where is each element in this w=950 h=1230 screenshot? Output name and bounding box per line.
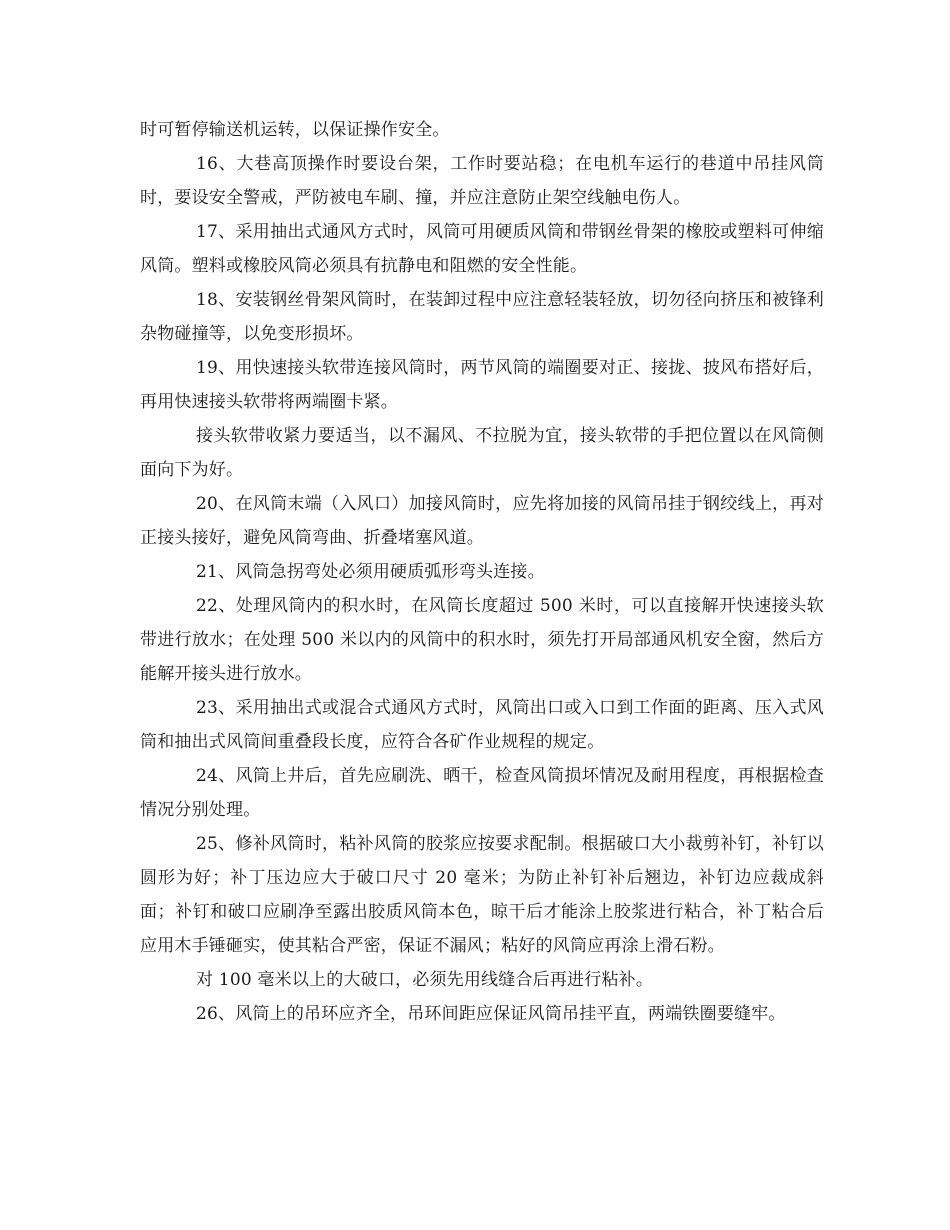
paragraph-continuation: 时可暂停输送机运转，以保证操作安全。 (140, 120, 450, 140)
paragraph-item-25-note: 对 100 毫米以上的大破口，必须先用线缝合后再进行粘补。 (196, 970, 654, 990)
paragraph-item-24: 24、风筒上井后，首先应刷洗、晒干，检查风筒损坏情况及耐用程度，再根据检查情况分别处理。 (140, 766, 824, 820)
paragraph-item-16: 16、大巷高顶操作时要设台架，工作时要站稳；在电机车运行的巷道中吊挂风筒时，要设安全警戒，严防被电车刷、撞，并应注意防止架空线触电伤人。 (140, 154, 824, 208)
paragraph-item-23: 23、采用抽出式或混合式通风方式时，风筒出口或入口到工作面的距离、压入式风筒和抽出式风筒间重叠段长度，应符合各矿作业规程的规定。 (140, 698, 824, 752)
paragraph-item-25: 25、修补风筒时，粘补风筒的胶浆应按要求配制。根据破口大小裁剪补钉，补钉以圆形为好；补丁压边应大于破口尺寸 20 毫米；为防止补钉补后翘边，补钉边应裁成斜面；补钉和破口应刷净至露出胶质风筒本色，晾干后才能涂上胶浆进行粘合，补丁粘合后应用木手锤砸实，使其粘合严密，保证不漏风；粘好的风筒应再涂上滑石粉。 (140, 834, 824, 956)
paragraph-item-22: 22、处理风筒内的积水时，在风筒长度超过 500 米时，可以直接解开快速接头软带进行放水；在处理 500 米以内的风筒中的积水时，须先打开局部通风机安全窗，然后方能解开接头进行放水。 (140, 596, 824, 684)
paragraph-item-18: 18、安装钢丝骨架风筒时，在装卸过程中应注意轻装轻放，切勿径向挤压和被锋利杂物碰撞等，以免变形损坏。 (140, 290, 824, 344)
document-body (140, 113, 824, 1031)
paragraph-item-21: 21、风筒急拐弯处必须用硬质弧形弯头连接。 (196, 562, 545, 582)
paragraph-item-20: 20、在风筒末端（入风口）加接风筒时，应先将加接的风筒吊挂于钢绞线上，再对正接头接好，避免风筒弯曲、折叠堵塞风道。 (140, 494, 824, 548)
paragraph-item-26: 26、风筒上的吊环应齐全，吊环间距应保证风筒吊挂平直，两端铁圈要缝牢。 (196, 1004, 786, 1024)
paragraph-item-19: 19、用快速接头软带连接风筒时，两节风筒的端圈要对正、接拢、披风布搭好后，再用快速接头软带将两端圈卡紧。 (140, 358, 824, 412)
paragraph-item-17: 17、采用抽出式通风方式时，风筒可用硬质风筒和带钢丝骨架的橡胶或塑料可伸缩风筒。塑料或橡胶风筒必须具有抗静电和阻燃的安全性能。 (140, 222, 824, 276)
paragraph-item-19-note: 接头软带收紧力要适当，以不漏风、不拉脱为宜，接头软带的手把位置以在风筒侧面向下为好。 (140, 426, 824, 480)
